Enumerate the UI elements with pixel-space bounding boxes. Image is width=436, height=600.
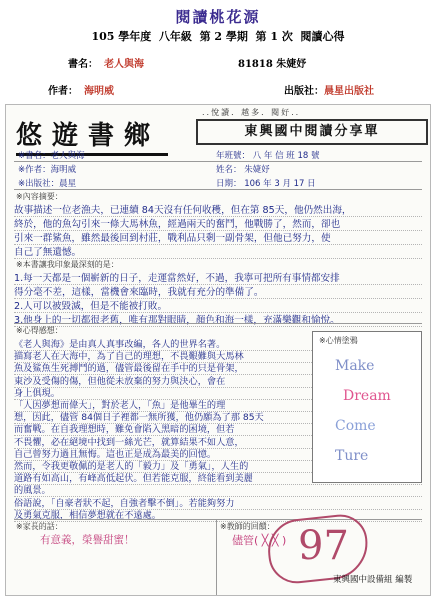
grade-score: 97 bbox=[298, 523, 349, 569]
divider bbox=[14, 161, 422, 162]
page-title: 閱讀桃花源 bbox=[175, 8, 261, 26]
date-field: 日期： 106 年 3 月 17 日 bbox=[216, 179, 316, 189]
parent-comment: 有意義，榮譽甜蜜！ bbox=[40, 534, 135, 546]
divider bbox=[14, 323, 422, 324]
class-field: 年班號： 八 年 信 班 18 號 bbox=[216, 151, 320, 161]
quote-heading: ※本書讓我印象最深刻的是： bbox=[16, 260, 119, 269]
feelings-line: 身上俱現。 bbox=[14, 387, 60, 399]
book-value: 老人與海 bbox=[104, 59, 144, 70]
feelings-line: 的風景。 bbox=[14, 485, 51, 497]
quote-line: 3.他身上的一切都很老舊，唯有那對眼睛，顏色和海一樣，充滿樂觀和愉悅。 bbox=[14, 315, 340, 326]
quote-line: 得分毫不差，這樣，當機會來臨時，我就有充分的準備了。 bbox=[14, 287, 264, 298]
doodle-word: Dream bbox=[343, 388, 391, 404]
feelings-line: 魚及鯊魚生死搏鬥的過，儘管最後留在手中的只是骨架， bbox=[14, 363, 244, 375]
share-sheet bbox=[5, 104, 431, 596]
summary-heading: ※內容摘要： bbox=[16, 192, 63, 201]
feelings-line: 「人因夢想而偉大」，對於老人，「魚」是他畢生的理 bbox=[14, 400, 226, 411]
feelings-line: 俗語說，「自豪者狀不起，自強者擊不倒」。若能夠努力 bbox=[14, 497, 235, 509]
feelings-line: 道路有如高山，有峰高低起伏。但若能克服，終能看到美麗 bbox=[14, 473, 253, 485]
feelings-line: 然而，令我更敬佩的是老人的「毅力」及「勇氣」，人生的 bbox=[14, 461, 249, 472]
feelings-line: 及勇氣克服，相信夢想就在不遠處。 bbox=[14, 509, 161, 521]
teacher-label: ※教師的回饋： bbox=[220, 522, 275, 531]
doodle-label: ※心情塗鴉 bbox=[319, 336, 358, 345]
summary-line: 故事描述一位老漁夫，已連續 84天沒有任何收穫，但在第 85天，他仍然出海， bbox=[14, 205, 352, 216]
divider bbox=[14, 519, 422, 520]
feelings-line: 描寫老人在大海中，為了自己的理想，不畏艱難與大馬林 bbox=[14, 351, 244, 363]
footer-divider bbox=[216, 519, 217, 595]
book-field: ※書名：老人與海 bbox=[18, 151, 85, 161]
quote-line: 1.每一天都是一個嶄新的日子，走運當然好，不過，我寧可把所有事情都安排 bbox=[14, 273, 340, 284]
brand-slogan: ..悅讀．越多．閱好.. bbox=[202, 108, 301, 117]
doodle-box bbox=[312, 331, 422, 483]
feelings-line: 不畏懼，必在絕境中找到一絲光芒，就算結果不如人意， bbox=[14, 436, 244, 448]
doodle-word: Ture bbox=[335, 448, 369, 464]
book-label: 書名： bbox=[68, 59, 98, 70]
doodle-word: Make bbox=[335, 358, 375, 374]
feelings-line: 自己曾努力過且無悔。這也正是成為最美的回憶。 bbox=[14, 448, 217, 460]
publisher-meta bbox=[284, 82, 374, 97]
feelings-heading: ※心得感想： bbox=[16, 326, 63, 335]
teacher-comment: 儘管( ╳ ╳ ) bbox=[232, 534, 287, 547]
divider bbox=[14, 189, 422, 190]
feelings-line: 想，因此，儘管 84個日子裡都一無所獲，他仍願為了那 85天 bbox=[14, 412, 264, 424]
quote-line: 2.人可以被毀滅，但是不能被打敗。 bbox=[14, 301, 168, 312]
author-value: 海明威 bbox=[84, 86, 114, 97]
author-label: 作者： bbox=[48, 86, 78, 97]
sheet-big-title: 悠遊書鄉 bbox=[16, 121, 161, 151]
summary-line: 終於，他的魚勾引來一條大馬林魚，經過兩天的奮鬥，他戰勝了，然而，卻也 bbox=[14, 219, 341, 230]
author-meta bbox=[48, 82, 114, 97]
name-field: 姓名： 朱婕妤 bbox=[216, 165, 270, 175]
summary-line: 自己了無遺憾。 bbox=[14, 247, 82, 258]
publisher-field: ※出版社：晨星 bbox=[18, 179, 77, 189]
feelings-line: 而奮戰。在自我理想時，難免會陷入黑暗的困境，但若 bbox=[14, 424, 235, 436]
summary-line: 引來一群鯊魚，雖然最後回到村莊，戰利品只剩一副骨架，但他已努力，使 bbox=[14, 233, 331, 244]
doodle-word: Come bbox=[335, 418, 376, 434]
share-title: 東興國中閱讀分享單 bbox=[196, 119, 428, 145]
footer-stamp: 東興國中設備組 編製 bbox=[333, 575, 413, 585]
author-field: ※作者：海明威 bbox=[18, 165, 77, 175]
publisher-label: 出版社： bbox=[284, 86, 324, 97]
publisher-value: 晨星出版社 bbox=[324, 86, 374, 97]
student-id: 81818 朱婕妤 bbox=[238, 59, 307, 70]
book-meta bbox=[68, 55, 144, 70]
parent-label: ※家長的話： bbox=[16, 522, 63, 531]
page-subtitle: 105 學年度 八年級 第 2 學期 第 1 次 閱讀心得 bbox=[91, 30, 345, 43]
feelings-line: 《老人與海》是由真人真事改編，各人的世界名著。 bbox=[14, 339, 226, 350]
feelings-line: 東沙及受傷的傷，但他從未放棄的努力與決心，會在 bbox=[14, 375, 226, 387]
